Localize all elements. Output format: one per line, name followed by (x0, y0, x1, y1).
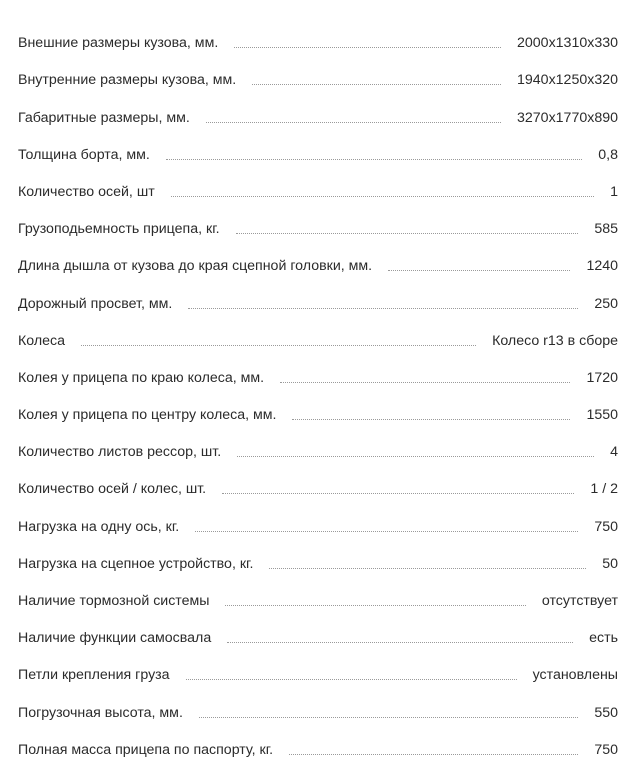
spec-label: Количество осей / колес, шт. (18, 481, 207, 498)
spec-value: 0,8 (598, 146, 618, 163)
dot-leader (289, 754, 578, 755)
spec-label: Толщина борта, мм. (18, 146, 150, 163)
spec-value: 1550 (586, 407, 618, 424)
spec-value: 4 (610, 444, 618, 461)
spec-label: Дорожный просвет, мм. (18, 295, 173, 312)
spec-value: 585 (594, 221, 618, 238)
spec-value: 1720 (586, 369, 618, 386)
dot-leader (188, 308, 578, 309)
spec-value: 2000x1310x330 (517, 35, 618, 52)
dot-leader (81, 345, 476, 346)
spec-value: 1 (610, 183, 618, 200)
dot-leader (166, 159, 582, 160)
spec-label: Количество осей, шт (18, 183, 155, 200)
spec-label: Погрузочная высота, мм. (18, 704, 183, 721)
spec-label: Внешние размеры кузова, мм. (18, 35, 219, 52)
spec-label: Нагрузка на сцепное устройство, кг. (18, 555, 254, 572)
spec-value: 1240 (586, 258, 618, 275)
spec-label: Количество листов рессор, шт. (18, 444, 222, 461)
dot-leader (225, 605, 525, 606)
dot-leader (269, 568, 586, 569)
spec-value: 250 (594, 295, 618, 312)
spec-row (18, 722, 618, 759)
spec-value: установлены (532, 667, 618, 684)
dot-leader (195, 531, 578, 532)
spec-label: Колея у прицепа по центру колеса, мм. (18, 407, 277, 424)
dot-leader (236, 233, 579, 234)
spec-row (18, 164, 618, 201)
spec-label: Наличие функции самосвала (18, 630, 212, 647)
spec-row (18, 387, 618, 424)
spec-label: Колея у прицепа по краю колеса, мм. (18, 369, 265, 386)
spec-row (18, 424, 618, 461)
spec-value: 50 (602, 555, 618, 572)
dot-leader (199, 717, 578, 718)
spec-label: Полная масса прицепа по паспорту, кг. (18, 741, 274, 758)
spec-value: 750 (594, 741, 618, 758)
spec-label: Петли крепления груза (18, 667, 170, 684)
spec-label: Внутренние размеры кузова, мм. (18, 72, 237, 89)
spec-row (18, 461, 618, 498)
spec-row (18, 684, 618, 721)
spec-value: 750 (594, 518, 618, 535)
spec-row (18, 238, 618, 275)
spec-value: 1940x1250x320 (517, 72, 618, 89)
spec-row (18, 536, 618, 573)
spec-label: Колеса (18, 332, 65, 349)
dot-leader (222, 493, 574, 494)
spec-value: 550 (594, 704, 618, 721)
spec-value: Колесо r13 в сборе (492, 332, 618, 349)
spec-label: Грузоподьемность прицепа, кг. (18, 221, 220, 238)
spec-value: 1 / 2 (590, 481, 618, 498)
dot-leader (171, 196, 594, 197)
spec-value: 3270x1770x890 (517, 109, 618, 126)
spec-label: Наличие тормозной системы (18, 593, 210, 609)
spec-row (18, 89, 618, 126)
dot-leader (292, 419, 570, 420)
spec-value: отсутствует (541, 593, 618, 609)
spec-row (18, 15, 618, 52)
dot-leader (252, 84, 501, 85)
dot-leader (206, 122, 501, 123)
spec-value: есть (589, 630, 618, 647)
spec-label: Длина дышла от кузова до края сцепной головки, мм. (18, 258, 373, 275)
spec-row (18, 498, 618, 535)
spec-row (18, 647, 618, 684)
spec-row (18, 610, 618, 647)
spec-label: Нагрузка на одну ось, кг. (18, 518, 180, 535)
spec-row (18, 201, 618, 238)
dot-leader (388, 270, 570, 271)
spec-row (18, 350, 618, 387)
spec-label: Габаритные размеры, мм. (18, 109, 190, 126)
spec-row (18, 275, 618, 312)
dot-leader (227, 642, 573, 643)
spec-row (18, 313, 618, 350)
dot-leader (237, 456, 594, 457)
spec-row (18, 52, 618, 89)
spec-row (18, 127, 618, 164)
dot-leader (280, 382, 570, 383)
dot-leader (186, 679, 517, 680)
dot-leader (234, 47, 501, 48)
spec-row (18, 573, 618, 610)
